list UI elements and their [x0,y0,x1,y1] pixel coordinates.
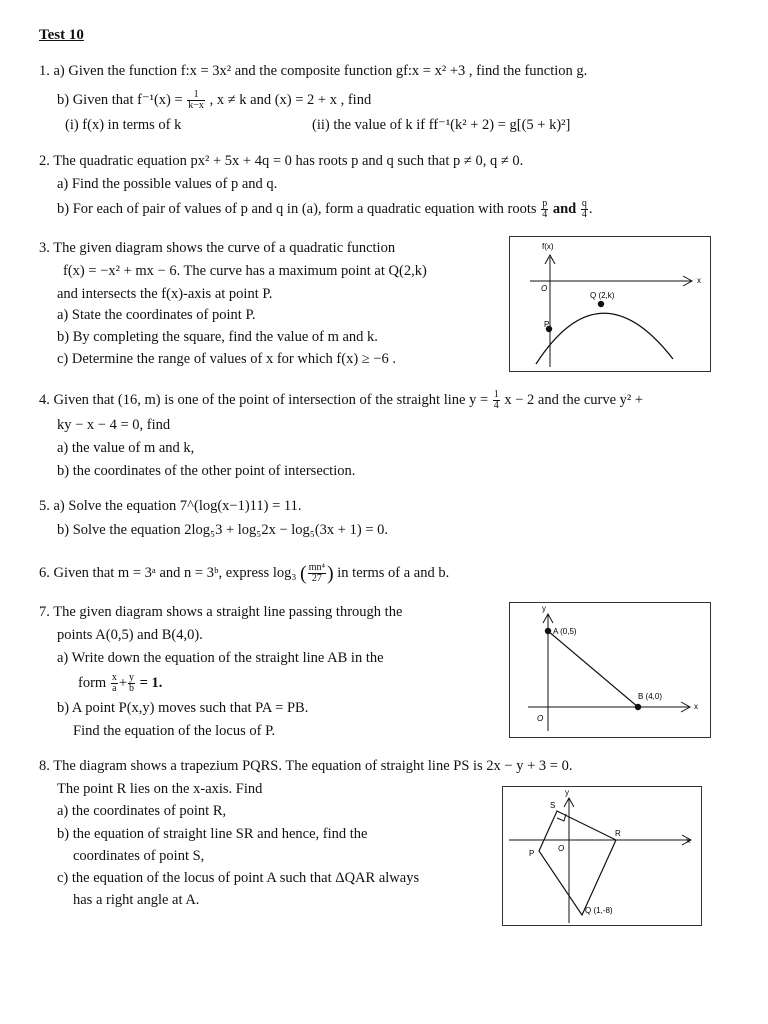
q7-fraction-y: $\frac{y}{b}$ [129,672,134,694]
q8-trapezium [539,811,616,915]
q4-part-b: b) the coordinates of the other point of intersection. [57,463,356,479]
q7-b-label: B (4,0) [638,692,663,701]
q8-line-1: 8. The diagram shows a trapezium PQRS. The equation of straight line PS is 2x − y + 3 = 0. [39,758,573,774]
q7-part-b-2: Find the equation of the locus of P. [73,723,276,739]
q8-part-a: a) the coordinates of point R, [57,803,227,819]
q2-b-text: b) For each of pair of values of p and q in (a), form a quadratic equation with roots [57,200,537,217]
page-title: Test 10 [39,27,84,43]
q7-part-b-1: b) A point P(x,y) moves such that PA = PB. [57,700,309,716]
q1-b-text: b) Given that f⁻¹(x) = [57,91,183,108]
q4-fraction: $\frac{1}{4}$ [493,389,499,411]
q5-part-a: 5. a) Solve the equation 7^(log(x−1)11) = 11. [39,498,302,514]
q7-line-ab [548,631,638,707]
q3-diagram [509,236,711,372]
q8-x-label: x [686,836,690,845]
q8-origin-label: O [558,844,565,853]
q1-b-fraction: $\frac{1}{k-x}$ [188,89,204,111]
q3-line-3: and intersects the f(x)-axis at point P. [57,286,273,302]
q7-diagram [509,602,711,738]
q7-fraction-x: $\frac{x}{a}$ [111,672,117,694]
q7-part-a-2: form $\frac{x}{a}$ + $\frac{y}{b}$ = 1. [78,672,163,694]
q3-part-c: c) Determine the range of values of x for which f(x) ≥ −6 . [57,351,397,367]
q2-part-b: b) For each of pair of values of p and q in (a), form a quadratic equation with roots $\frac{p}{4}$ and $\frac{q}{4}$ . [57,198,593,220]
q7-x-label: x [694,702,698,711]
q7-point-a [545,628,551,634]
q8-part-b-1: b) the equation of straight line SR and hence, find the [57,826,368,842]
q3-q-label: Q (2,k) [590,291,615,300]
q7-point-b [635,704,641,710]
q7-origin-label: O [537,714,544,723]
q3-part-b: b) By completing the square, find the value of m and k. [57,329,378,345]
q2-b-and: and [552,200,577,217]
q6-fraction: $\frac{\text{mn⁴}}{27}$ [308,562,325,584]
q7-line-1: 7. The given diagram shows a straight line passing through the [39,604,403,620]
q1-part-b [57,90,371,111]
q6-line: 6. Given that m = 3ᵃ and n = 3ᵇ, express log₃ ( $\frac{\text{mn⁴}}{27}$ ) in terms of a and b. [39,562,450,585]
q7-part-a-1: a) Write down the equation of the straight line AB in the [57,650,384,666]
q8-s-label: S [550,801,556,810]
q7-a-label: A (0,5) [553,627,577,636]
q1-part-b-ii: (ii) the value of k if ff⁻¹(k² + 2) = g[(5 + k)²] [312,117,571,133]
q8-line-2: The point R lies on the x-axis. Find [57,781,263,797]
q3-point-q [598,301,604,307]
q7-line-2: points A(0,5) and B(4,0). [57,627,203,643]
q8-part-c-2: has a right angle at A. [73,892,200,908]
q8-p-label: P [529,849,535,858]
q8-y-label: y [565,788,569,797]
q4-line-2: ky − x − 4 = 0, find [57,417,171,433]
q1-part-a: 1. a) Given the function f:x = 3x² and the composite function gf:x = x² +3 , find the function g. [39,63,588,79]
q3-y-label: f(x) [542,242,554,251]
q8-part-b-2: coordinates of point S, [73,848,205,864]
q8-r-label: R [615,829,621,838]
q3-line-2: f(x) = −x² + mx − 6. The curve has a maximum point at Q(2,k) [63,263,427,279]
q2-b-fraction-q: $\frac{q}{4}$ [581,198,587,220]
q4-line-1: 4. Given that (16, m) is one of the point of intersection of the straight line y = $\frac{1}{4}$ x − 2 and the curve y² + [39,389,644,411]
q2-part-a: a) Find the possible values of p and q. [57,176,278,192]
q3-p-label: P [544,320,550,329]
q8-q-label: Q (1,-8) [585,906,613,915]
q3-parabola [536,313,673,364]
q1-part-b-i: (i) f(x) in terms of k [65,117,182,133]
q7-y-label: y [542,604,546,613]
q3-line-1: 3. The given diagram shows the curve of a quadratic function [39,240,396,256]
q4-part-a: a) the value of m and k, [57,440,195,456]
q2-stem: 2. The quadratic equation px² + 5x + 4q = 0 has roots p and q such that p ≠ 0, q ≠ 0. [39,153,524,169]
q8-diagram [502,786,702,926]
q3-part-a: a) State the coordinates of point P. [57,307,256,323]
q8-part-c-1: c) the equation of the locus of point A such that ΔQAR always [57,870,420,886]
q1-b-text-end: , x ≠ k and (x) = 2 + x , find [209,91,372,108]
q3-origin-label: O [541,284,548,293]
q5-part-b: b) Solve the equation 2log₅3 + log₅2x − log₅(3x + 1) = 0. [57,522,388,538]
q3-x-label: x [697,276,701,285]
q2-b-fraction-p: $\frac{p}{4}$ [542,198,548,220]
